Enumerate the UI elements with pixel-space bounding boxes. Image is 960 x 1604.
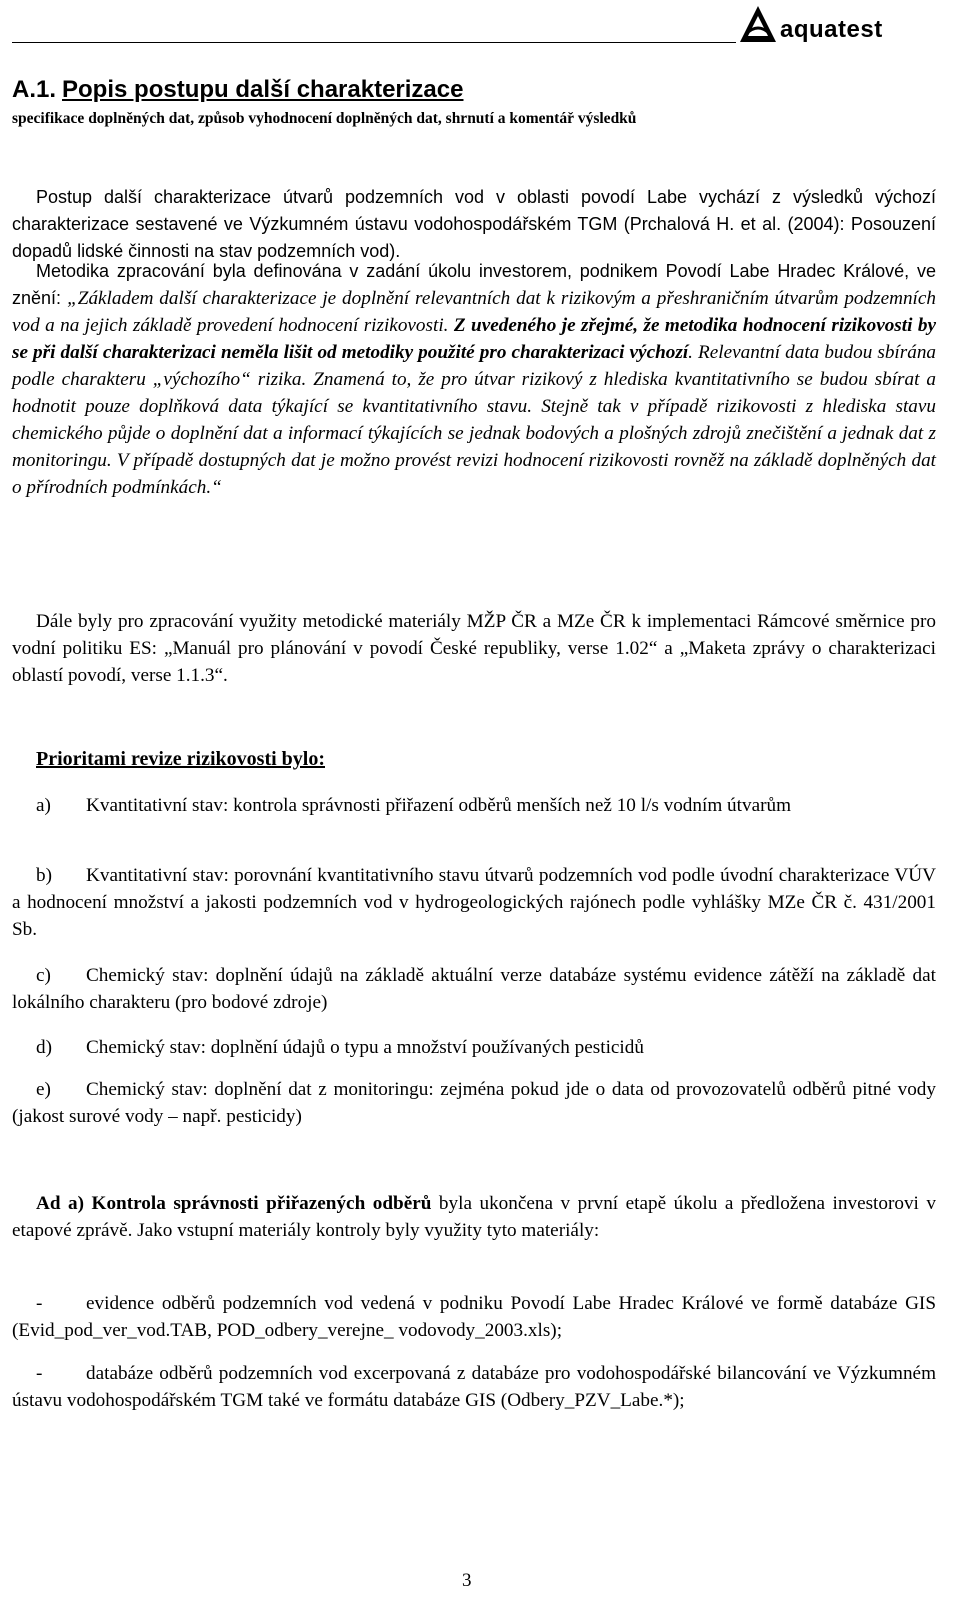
- priority-label: e): [36, 1079, 51, 1100]
- material-text: evidence odběrů podzemních vod vedená v podniku Povodí Labe Hradec Králové ve formě databáze GIS (Evid_pod_ver_vod.TAB, POD_odbery_verejne_ vodovody_2003.xls);: [12, 1293, 936, 1341]
- section-subtitle: specifikace doplněných dat, způsob vyhodnocení doplněných dat, shrnutí a komentář výsledků: [12, 110, 637, 127]
- priority-text: Kvantitativní stav: porovnání kvantitativního stavu útvarů podzemních vod podle úvodní charakterizace VÚV a hodnocení množství a jakosti podzemních vod v hydrogeologických rajónech podle vyhlášky MZe ČR č. 431/2001 Sb.: [12, 865, 936, 940]
- priority-label: a): [36, 795, 51, 816]
- dash-label: -: [36, 1363, 43, 1384]
- dash-label: -: [36, 1293, 43, 1314]
- logo-triangle-icon: [738, 4, 778, 44]
- section-title: Popis postupu další charakterizace: [62, 76, 464, 103]
- ad-a-bold-lead: Ad a) Kontrola správnosti přiřazených odběrů: [36, 1193, 432, 1214]
- priority-text: Chemický stav: doplnění údajů na základě aktuální verze databáze systému evidence zátěží na základě dat lokálního charakteru (pro bodové zdroje): [12, 965, 936, 1013]
- material-text: databáze odběrů podzemních vod excerpovaná z databáze pro vodohospodářské bilancování ve Výzkumném ústavu vodohospodářském TGM také ve formátu databáze GIS (Odbery_PZV_Labe.*);: [12, 1363, 936, 1411]
- priority-label: b): [36, 865, 52, 886]
- methodology-quote-2: . Relevantní data budou sbírána podle charakteru „výchozího“ rizika. Znamená to, že pro útvar rizikový z hlediska kvantitativního se budou sbírat a hodnotit pouze doplňková data týkající se kvantitativního stavu. Stejně tak v případě rizikovosti z hlediska stavu chemického půjde o doplnění dat a informací týkajících se jednak bodových a plošných zdrojů znečištění a jednak dat z monitoringu. V případě dostupných dat je možno provést revizi hodnocení rizikovosti rovněž na základě doplněných dat o přírodních podmínkách.“: [12, 342, 937, 498]
- methodology-quote-1: „Základem další charakterizace je doplnění relevantních dat k rizikovým a přeshraničním útvarům podzemních vod a na jejich základě provedení hodnocení rizikovosti.: [12, 288, 936, 336]
- logo-text: aquatest: [780, 16, 883, 43]
- priority-item-e: [12, 1076, 936, 1130]
- methodology-intro: Metodika zpracování byla definována v zadání úkolu investorem, podnikem Povodí Labe Hradec Králové, ve znění:: [12, 261, 936, 308]
- aquatest-logo: [738, 0, 948, 44]
- paragraph-methodology: [12, 258, 936, 501]
- priority-text: Chemický stav: doplnění dat z monitoringu: zejména pokud jde o data od provozovatelů odběrů pitné vody (jakost surové vody – např. pesticidy): [12, 1079, 936, 1127]
- priorities-heading: Prioritami revize rizikovosti bylo:: [36, 748, 325, 770]
- material-item: [12, 1290, 936, 1344]
- priority-text: Kvantitativní stav: kontrola správnosti přiřazení odběrů menších než 10 l/s vodním útvarům: [86, 795, 791, 816]
- material-item: [12, 1360, 936, 1414]
- section-number: A.1.: [12, 76, 57, 103]
- priority-item-b: [12, 862, 936, 943]
- priority-label: c): [36, 965, 51, 986]
- priority-item-a: [12, 792, 936, 819]
- methodology-quote-bold: Z uvedeného je zřejmé, že metodika hodnocení rizikovosti by se při další charakterizaci neměla lišit od metodiky použité pro charakterizaci výchozí: [12, 315, 936, 363]
- paragraph-intro: Postup další charakterizace útvarů podzemních vod v oblasti povodí Labe vychází z výsledků výchozí charakterizace sestavené ve Výzkumném ústavu vodohospodářském TGM (Prchalová H. et al. (2004): Posouzení dopadů lidské činnosti na stav podzemních vod).: [12, 187, 936, 261]
- page-number: 3: [462, 1570, 472, 1591]
- priority-label: d): [36, 1037, 52, 1058]
- paragraph-ad-a: [12, 1190, 936, 1244]
- priority-item-d: [12, 1034, 936, 1061]
- paragraph-materials: Dále byly pro zpracování využity metodické materiály MŽP ČR a MZe ČR k implementaci Rámcové směrnice pro vodní politiku ES: „Manuál pro plánování v povodí České republiky, verse 1.02“ a „Maketa zprávy o charakterizaci oblastí povodí, verse 1.1.3“.: [12, 611, 936, 686]
- priority-item-c: [12, 962, 936, 1016]
- ad-a-text: byla ukončena v první etapě úkolu a předložena investorovi v etapové zprávě. Jako vstupní materiály kontroly byly využity tyto materiály:: [12, 1193, 936, 1241]
- section-heading: [12, 76, 463, 104]
- header-rule: [12, 42, 736, 43]
- priority-text: Chemický stav: doplnění údajů o typu a množství používaných pesticidů: [86, 1037, 644, 1058]
